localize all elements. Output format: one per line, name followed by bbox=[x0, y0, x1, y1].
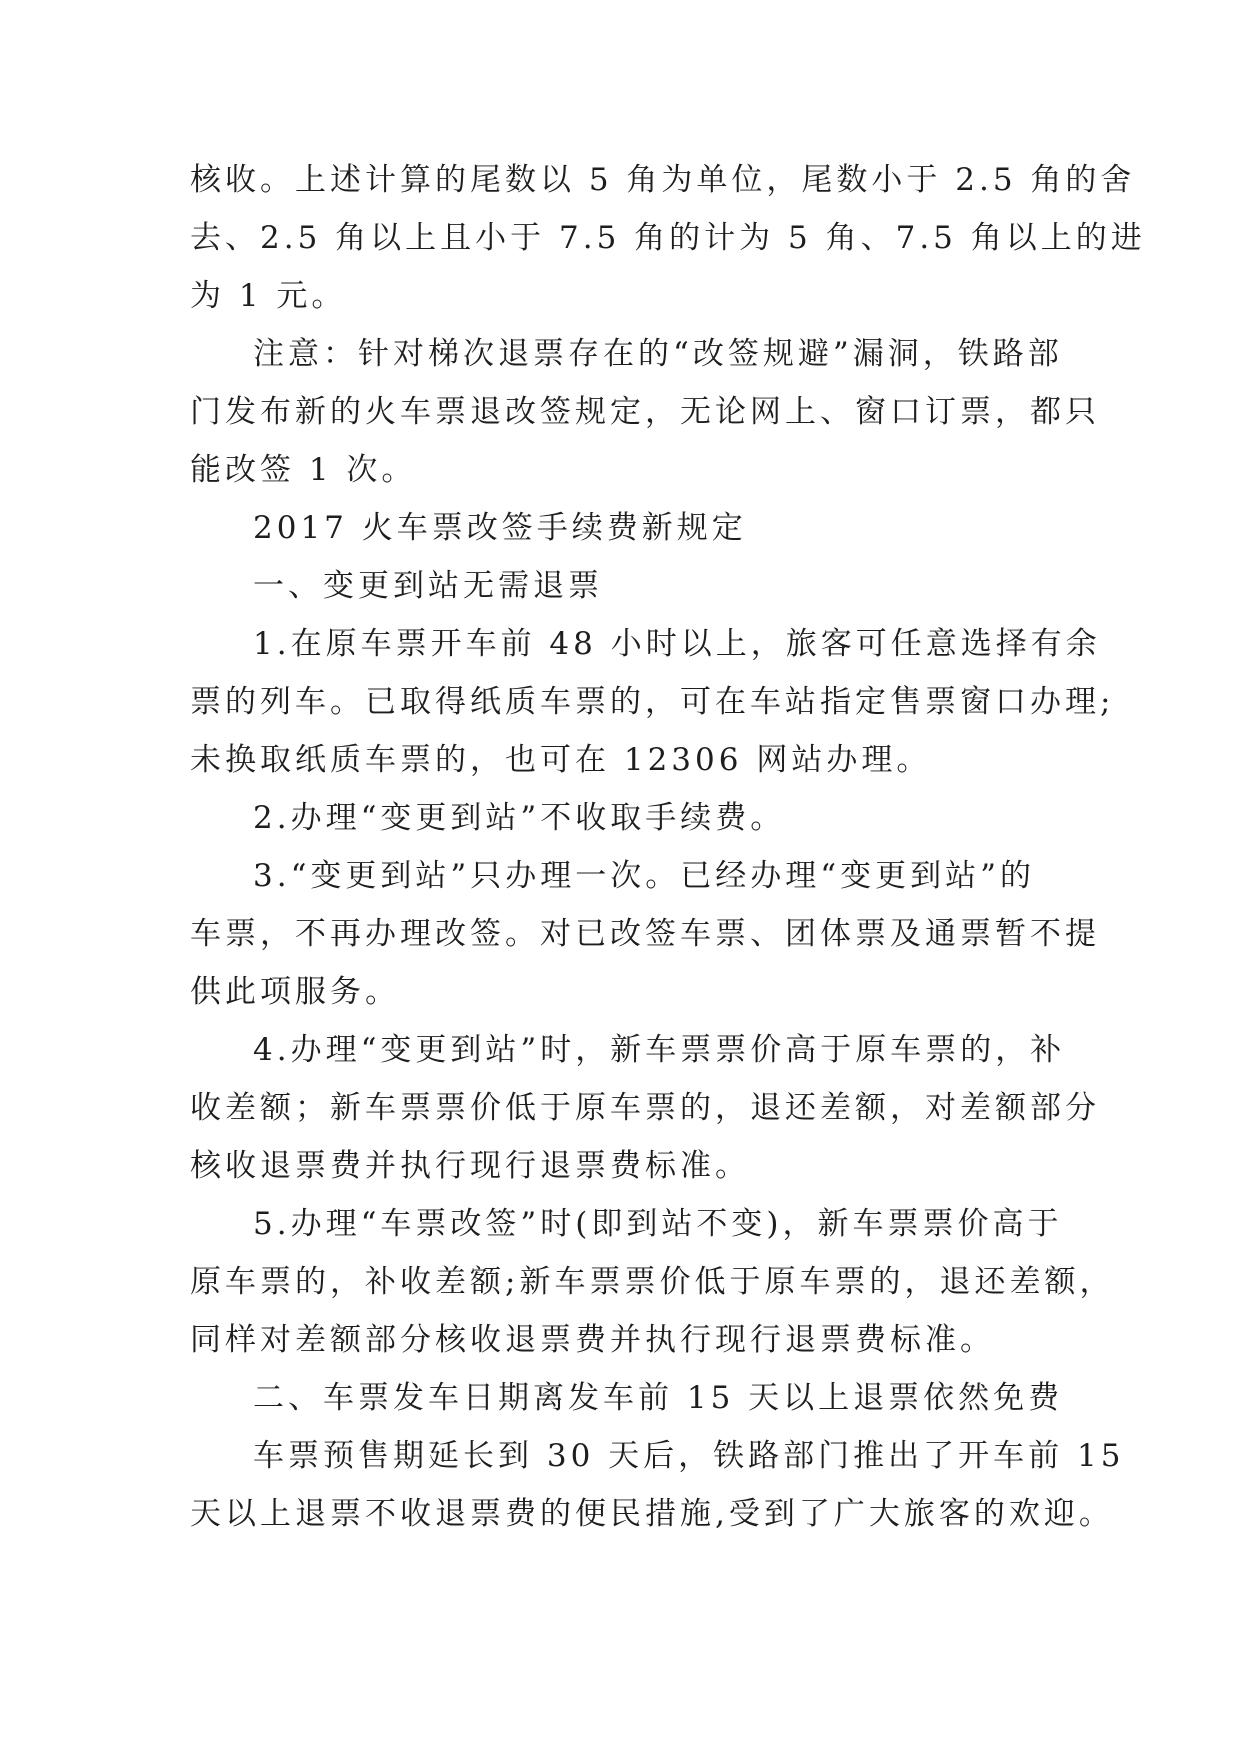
text-line: 未换取纸质车票的，也可在 12306 网站办理。 bbox=[190, 742, 932, 778]
text-line: 原车票的，补收差额;新车票票价低于原车票的，退还差额， bbox=[190, 1264, 1115, 1300]
text-line: 收差额；新车票票价低于原车票的，退还差额，对差额部分 bbox=[190, 1090, 1100, 1126]
text-line: 5.办理“车票改签”时(即到站不变)，新车票票价高于 bbox=[253, 1206, 1063, 1242]
text-line: 门发布新的火车票退改签规定，无论网上、窗口订票，都只 bbox=[190, 394, 1100, 430]
text-line: 3.“变更到站”只办理一次。已经办理“变更到站”的 bbox=[253, 858, 1035, 894]
section-heading: 二、车票发车日期离发车前 15 天以上退票依然免费 bbox=[253, 1380, 1064, 1416]
text-line: 票的列车。已取得纸质车票的，可在车站指定售票窗口办理; bbox=[190, 684, 1115, 720]
text-line: 1.在原车票开车前 48 小时以上，旅客可任意选择有余 bbox=[253, 626, 1101, 662]
text-line: 核收。上述计算的尾数以 5 角为单位，尾数小于 2.5 角的舍 bbox=[190, 162, 1136, 198]
text-line: 注意：针对梯次退票存在的“改签规避”漏洞，铁路部 bbox=[253, 336, 1063, 372]
text-line: 能改签 1 次。 bbox=[190, 452, 417, 488]
text-line: 供此项服务。 bbox=[190, 974, 400, 1010]
text-line: 车票，不再办理改签。对已改签车票、团体票及通票暂不提 bbox=[190, 916, 1100, 952]
text-line: 为 1 元。 bbox=[190, 278, 347, 314]
text-line: 去、2.5 角以上且小于 7.5 角的计为 5 角、7.5 角以上的进 bbox=[190, 220, 1146, 256]
text-line: 车票预售期延长到 30 天后，铁路部门推出了开车前 15 bbox=[253, 1438, 1125, 1474]
text-line: 天以上退票不收退票费的便民措施,受到了广大旅客的欢迎。 bbox=[190, 1496, 1114, 1532]
section-heading: 2017 火车票改签手续费新规定 bbox=[253, 510, 747, 546]
text-line: 2.办理“变更到站”不收取手续费。 bbox=[253, 800, 786, 836]
section-heading: 一、变更到站无需退票 bbox=[253, 568, 603, 604]
text-line: 核收退票费并执行现行退票费标准。 bbox=[190, 1148, 750, 1184]
text-line: 4.办理“变更到站”时，新车票票价高于原车票的，补 bbox=[253, 1032, 1066, 1068]
text-line: 同样对差额部分核收退票费并执行现行退票费标准。 bbox=[190, 1322, 995, 1358]
